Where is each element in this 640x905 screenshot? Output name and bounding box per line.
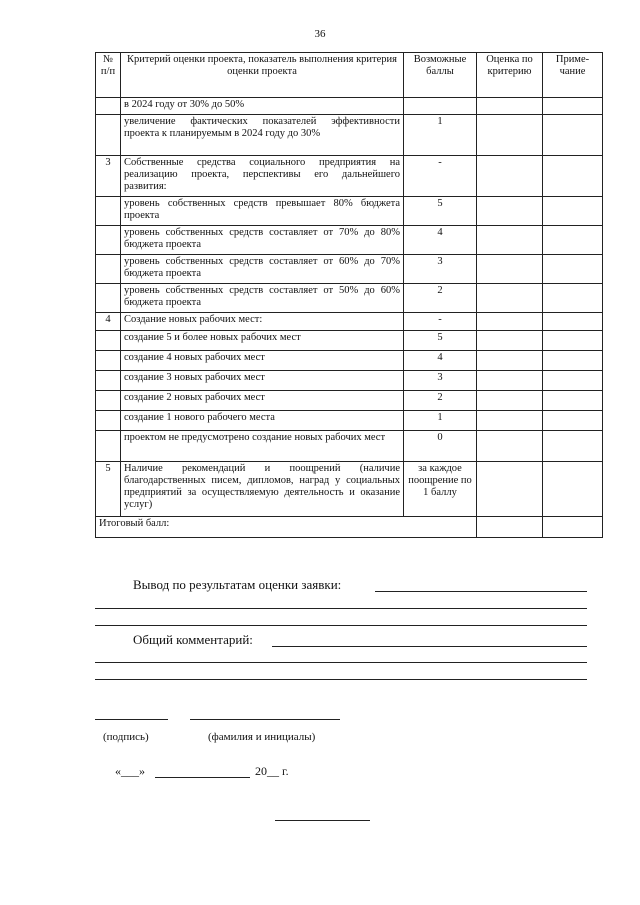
row-num (96, 431, 121, 462)
total-score[interactable] (477, 517, 543, 538)
row-score[interactable] (477, 431, 543, 462)
row-text: создание 5 и более новых рабочих мест (121, 331, 404, 351)
table-row (96, 391, 603, 411)
row-note[interactable] (543, 431, 603, 462)
row-num: 4 (96, 313, 121, 331)
date-day: «___» (115, 764, 145, 778)
row-score[interactable] (477, 284, 543, 313)
row-num: 3 (96, 156, 121, 197)
row-score[interactable] (477, 156, 543, 197)
row-num (96, 391, 121, 411)
total-row (96, 517, 603, 538)
row-note[interactable] (543, 351, 603, 371)
row-score[interactable] (477, 197, 543, 226)
row-text: создание 4 новых рабочих мест (121, 351, 404, 371)
row-points: - (404, 313, 477, 331)
name-label: (фамилия и инициалы) (208, 731, 316, 743)
date-year: 20__ г. (255, 764, 289, 778)
row-note[interactable] (543, 197, 603, 226)
header-num: № п/п (96, 53, 121, 98)
row-points: 4 (404, 351, 477, 371)
row-note[interactable] (543, 255, 603, 284)
row-text: Наличие рекомендаций и поощрений (наличие благодарственных писем, дипломов, наград у социальных предприятий за осуществляемую деятельность и оказание услуг) (121, 462, 404, 517)
signature-line[interactable] (95, 719, 168, 720)
total-label: Итоговый балл: (96, 517, 477, 538)
row-num (96, 197, 121, 226)
signature-label: (подпись) (103, 731, 149, 743)
comment-line-3[interactable] (95, 679, 587, 680)
header-note: Приме-чание (543, 53, 603, 98)
row-score[interactable] (477, 115, 543, 156)
row-points: 1 (404, 115, 477, 156)
table-row (96, 156, 603, 197)
table-header-row (96, 53, 603, 98)
row-score[interactable] (477, 98, 543, 115)
row-note[interactable] (543, 156, 603, 197)
total-note[interactable] (543, 517, 603, 538)
row-text: увеличение фактических показателей эффективности проекта к планируемым в 2024 году до 30% (121, 115, 404, 156)
row-note[interactable] (543, 411, 603, 431)
row-note[interactable] (543, 313, 603, 331)
row-note[interactable] (543, 115, 603, 156)
row-points: 0 (404, 431, 477, 462)
header-criterion: Критерий оценки проекта, показатель выполнения критерия оценки проекта (121, 53, 404, 98)
row-score[interactable] (477, 313, 543, 331)
conclusion-label: Вывод по результатам оценки заявки: (133, 577, 342, 592)
footer-divider (275, 820, 370, 821)
row-note[interactable] (543, 331, 603, 351)
conclusion-line-2[interactable] (95, 608, 587, 609)
table-row (96, 431, 603, 462)
row-score[interactable] (477, 331, 543, 351)
row-num (96, 411, 121, 431)
row-score[interactable] (477, 462, 543, 517)
row-note[interactable] (543, 226, 603, 255)
row-score[interactable] (477, 351, 543, 371)
row-text: Создание новых рабочих мест: (121, 313, 404, 331)
row-text: уровень собственных средств составляет от 70% до 80% бюджета проекта (121, 226, 404, 255)
row-num (96, 115, 121, 156)
row-points: 2 (404, 284, 477, 313)
comment-line[interactable] (272, 646, 587, 647)
row-note[interactable] (543, 284, 603, 313)
row-note[interactable] (543, 462, 603, 517)
row-text: создание 2 новых рабочих мест (121, 391, 404, 411)
conclusion-line[interactable] (375, 591, 587, 592)
row-note[interactable] (543, 371, 603, 391)
row-score[interactable] (477, 391, 543, 411)
row-points: 4 (404, 226, 477, 255)
row-num (96, 226, 121, 255)
table-row (96, 462, 603, 517)
row-num (96, 255, 121, 284)
conclusion-line-3[interactable] (95, 625, 587, 626)
row-num (96, 371, 121, 391)
header-points: Возможные баллы (404, 53, 477, 98)
table-row (96, 226, 603, 255)
row-points: 5 (404, 331, 477, 351)
row-note[interactable] (543, 391, 603, 411)
row-note[interactable] (543, 98, 603, 115)
row-score[interactable] (477, 226, 543, 255)
table-row (96, 331, 603, 351)
row-text: уровень собственных средств составляет от 60% до 70% бюджета проекта (121, 255, 404, 284)
table-row (96, 371, 603, 391)
table-row (96, 351, 603, 371)
page-number: 36 (314, 28, 326, 40)
row-text: создание 1 нового рабочего места (121, 411, 404, 431)
row-points: 3 (404, 371, 477, 391)
row-text: в 2024 году от 30% до 50% (121, 98, 404, 115)
row-text: уровень собственных средств превышает 80% бюджета проекта (121, 197, 404, 226)
row-num: 5 (96, 462, 121, 517)
row-score[interactable] (477, 411, 543, 431)
row-text: уровень собственных средств составляет от 50% до 60% бюджета проекта (121, 284, 404, 313)
table-row (96, 197, 603, 226)
name-line[interactable] (190, 719, 340, 720)
row-points: 2 (404, 391, 477, 411)
row-points (404, 98, 477, 115)
row-num (96, 98, 121, 115)
row-score[interactable] (477, 371, 543, 391)
row-score[interactable] (477, 255, 543, 284)
header-score: Оценка по критерию (477, 53, 543, 98)
row-points: за каждое поощрение по 1 баллу (404, 462, 477, 517)
table-row (96, 255, 603, 284)
table-row (96, 98, 603, 115)
row-num (96, 284, 121, 313)
comment-line-2[interactable] (95, 662, 587, 663)
table-row (96, 284, 603, 313)
row-points: - (404, 156, 477, 197)
row-text: проектом не предусмотрено создание новых рабочих мест (121, 431, 404, 462)
row-points: 3 (404, 255, 477, 284)
row-text: Собственные средства социального предприятия на реализацию проекта, перспективы его дальнейшего развития: (121, 156, 404, 197)
table-row (96, 411, 603, 431)
row-num (96, 351, 121, 371)
comment-label: Общий комментарий: (133, 632, 253, 647)
table-row (96, 115, 603, 156)
row-text: создание 3 новых рабочих мест (121, 371, 404, 391)
table-row (96, 313, 603, 331)
row-points: 5 (404, 197, 477, 226)
row-points: 1 (404, 411, 477, 431)
criteria-table (95, 52, 603, 538)
date-month-line[interactable] (155, 777, 250, 778)
row-num (96, 331, 121, 351)
